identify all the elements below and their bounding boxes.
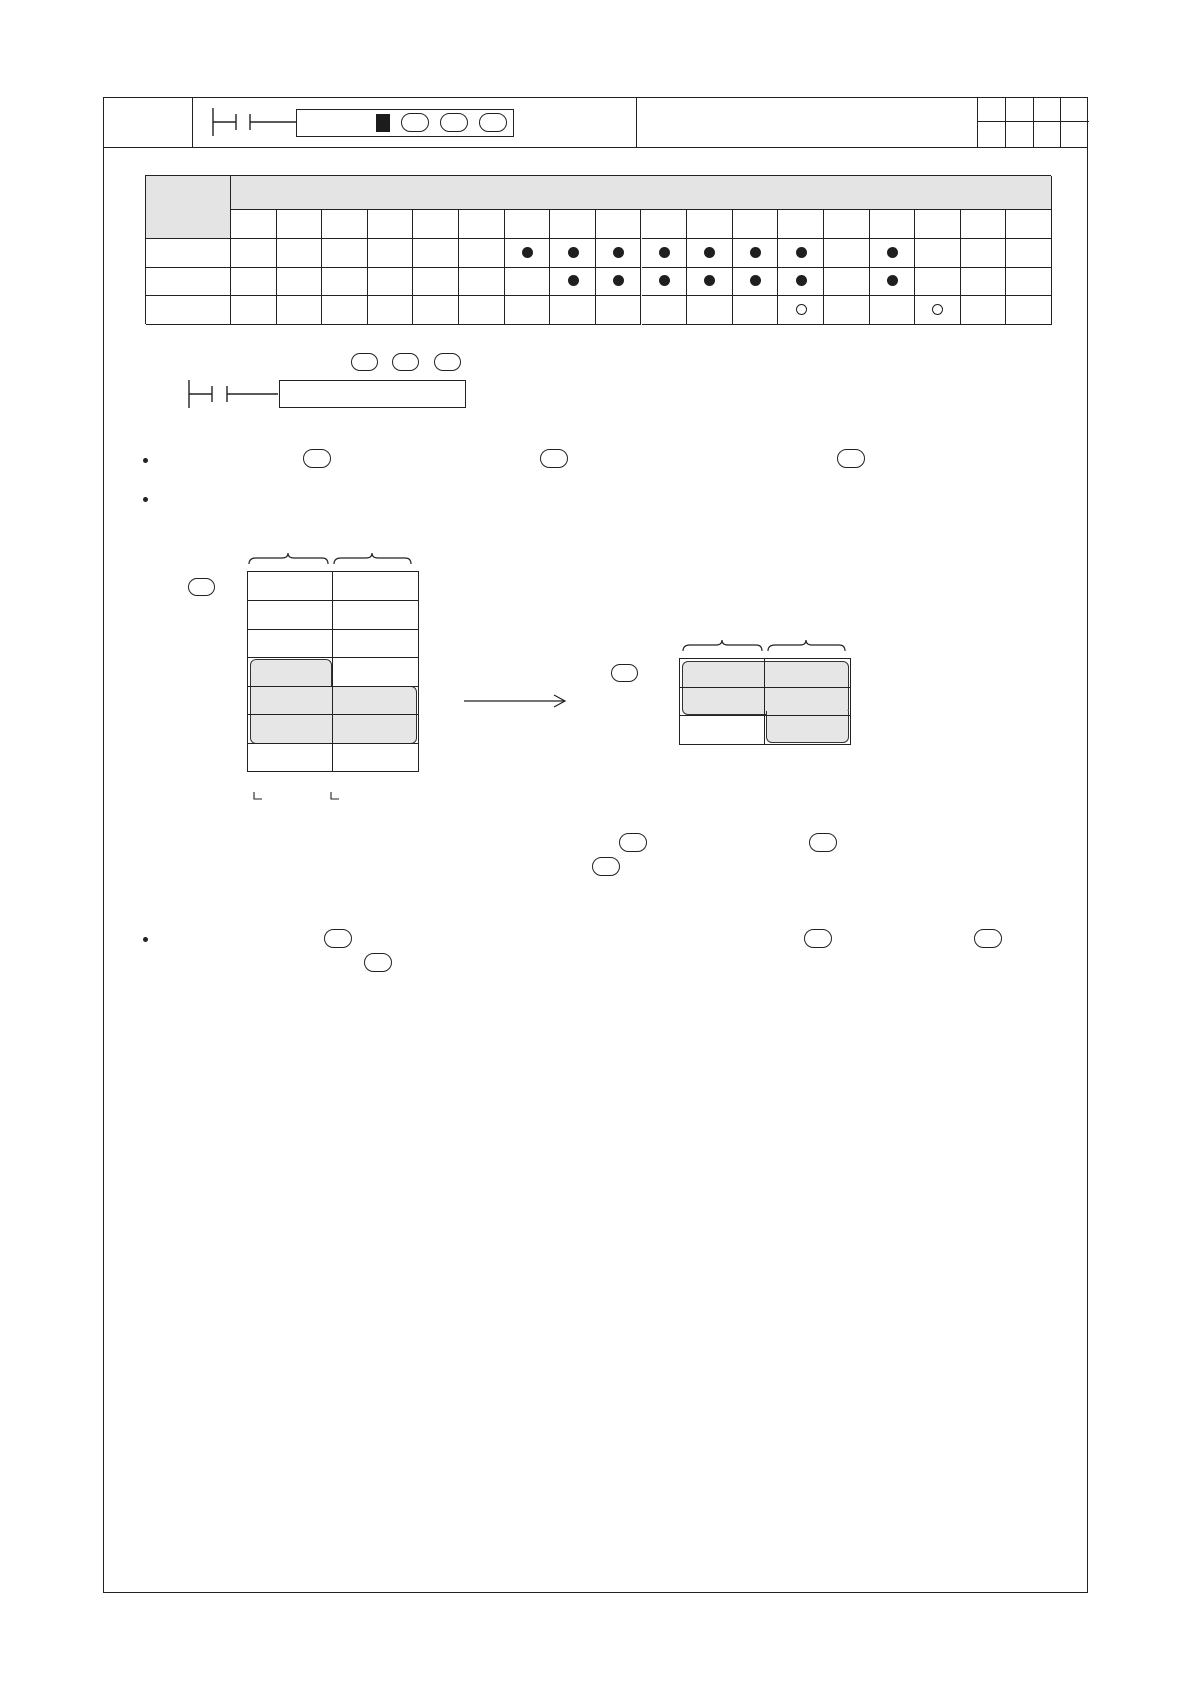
table-column-head <box>687 210 733 239</box>
partial-ring-icon <box>932 304 943 315</box>
source-register-table <box>247 571 419 772</box>
table-cell <box>778 239 824 268</box>
bullet-mark <box>143 497 148 502</box>
table-cell <box>277 239 323 268</box>
table-cell <box>459 239 505 268</box>
operand-oval <box>837 449 865 468</box>
table-cell <box>915 268 961 297</box>
table-cell <box>505 268 551 297</box>
supported-dot-icon <box>750 275 761 286</box>
operand-oval <box>401 113 429 132</box>
table-cell <box>1006 268 1052 297</box>
filled-square-marker <box>376 114 390 132</box>
supported-dot-icon <box>796 275 807 286</box>
table-row-label <box>146 239 231 268</box>
highlight-region <box>682 661 849 715</box>
operand-oval <box>809 833 837 852</box>
table-row-label <box>146 296 231 325</box>
destination-register-table <box>679 658 851 745</box>
table-cell <box>277 268 323 297</box>
table-cell <box>824 239 870 268</box>
supported-dot-icon <box>613 247 624 258</box>
table-cell <box>870 239 916 268</box>
header-divider-1 <box>192 97 193 148</box>
table-cell <box>322 239 368 268</box>
table-cell <box>505 239 551 268</box>
table-column-head <box>231 210 277 239</box>
operand-oval <box>611 664 638 682</box>
supported-dot-icon <box>887 275 898 286</box>
operand-oval <box>324 929 352 948</box>
normally-open-contact-icon <box>188 380 278 410</box>
table-header-band <box>231 176 1052 210</box>
brace-icon <box>682 639 852 653</box>
partial-ring-icon <box>796 304 807 315</box>
operand-oval <box>804 929 832 948</box>
table-column-head <box>642 210 688 239</box>
table-column-head <box>596 210 642 239</box>
supported-dot-icon <box>704 247 715 258</box>
table-cell <box>322 268 368 297</box>
table-column-head <box>778 210 824 239</box>
table-cell <box>231 296 277 325</box>
table-cell <box>550 239 596 268</box>
table-cell <box>778 268 824 297</box>
operand-oval <box>592 857 620 876</box>
table-cell <box>368 296 414 325</box>
operand-oval <box>188 578 215 596</box>
table-column-head <box>277 210 323 239</box>
supported-dot-icon <box>750 247 761 258</box>
table-cell <box>231 268 277 297</box>
table-column-head <box>824 210 870 239</box>
table-cell <box>550 296 596 325</box>
table-cell <box>642 296 688 325</box>
table-column-head <box>322 210 368 239</box>
operand-oval <box>540 449 568 468</box>
table-cell <box>824 296 870 325</box>
table-cell <box>961 296 1007 325</box>
operand-oval <box>364 953 392 972</box>
highlight-region <box>250 659 332 689</box>
brace-icon <box>248 552 418 566</box>
table-cell <box>733 268 779 297</box>
table-cell <box>505 296 551 325</box>
table-cell <box>733 296 779 325</box>
supported-dot-icon <box>522 247 533 258</box>
table-cell <box>778 296 824 325</box>
table-cell <box>368 239 414 268</box>
table-column-head <box>1006 210 1052 239</box>
table-cell <box>733 239 779 268</box>
table-cell <box>231 239 277 268</box>
table-cell <box>961 239 1007 268</box>
operand-oval <box>392 353 419 371</box>
bit-index-marks <box>253 791 343 801</box>
highlight-region <box>250 686 417 744</box>
header-bottom-rule <box>103 147 1088 148</box>
operand-oval <box>479 113 507 132</box>
table-cell <box>642 268 688 297</box>
table-column-head <box>961 210 1007 239</box>
supported-dot-icon <box>796 247 807 258</box>
operand-oval <box>440 113 468 132</box>
table-cell <box>550 268 596 297</box>
table-cell <box>1006 296 1052 325</box>
arrow-icon <box>464 694 568 708</box>
table-cell <box>915 296 961 325</box>
table-row-label <box>146 268 231 297</box>
table-cell <box>596 268 642 297</box>
table-cell <box>277 296 323 325</box>
header-divider-2 <box>636 97 637 148</box>
normally-open-contact-icon <box>212 108 302 138</box>
table-cell <box>870 268 916 297</box>
table-cell <box>687 268 733 297</box>
table-cell <box>915 239 961 268</box>
table-cell <box>642 239 688 268</box>
table-corner-cell <box>146 176 231 239</box>
table-cell <box>368 268 414 297</box>
supported-dot-icon <box>887 247 898 258</box>
operand-oval <box>434 353 461 371</box>
operand-oval <box>619 833 647 852</box>
table-column-head <box>459 210 505 239</box>
table-cell <box>413 239 459 268</box>
supported-dot-icon <box>704 275 715 286</box>
table-cell <box>687 239 733 268</box>
table-cell <box>596 296 642 325</box>
instruction-box <box>279 380 466 408</box>
operand-oval <box>351 353 378 371</box>
table-column-head <box>413 210 459 239</box>
table-column-head <box>550 210 596 239</box>
bullet-mark <box>143 937 148 942</box>
table-cell <box>459 268 505 297</box>
supported-dot-icon <box>613 275 624 286</box>
table-cell <box>687 296 733 325</box>
table-cell <box>870 296 916 325</box>
table-cell <box>413 268 459 297</box>
operand-oval <box>303 449 331 468</box>
operand-oval <box>974 929 1002 948</box>
table-cell <box>961 268 1007 297</box>
table-column-head <box>505 210 551 239</box>
supported-dot-icon <box>659 275 670 286</box>
supported-dot-icon <box>568 247 579 258</box>
applicability-table <box>145 175 1051 324</box>
table-cell <box>596 239 642 268</box>
table-column-head <box>870 210 916 239</box>
table-cell <box>1006 239 1052 268</box>
table-cell <box>413 296 459 325</box>
table-cell <box>322 296 368 325</box>
bullet-mark <box>143 458 148 463</box>
table-cell <box>824 268 870 297</box>
table-column-head <box>368 210 414 239</box>
supported-dot-icon <box>568 275 579 286</box>
table-column-head <box>733 210 779 239</box>
table-cell <box>459 296 505 325</box>
revision-grid <box>977 97 1088 148</box>
table-column-head <box>915 210 961 239</box>
supported-dot-icon <box>659 247 670 258</box>
